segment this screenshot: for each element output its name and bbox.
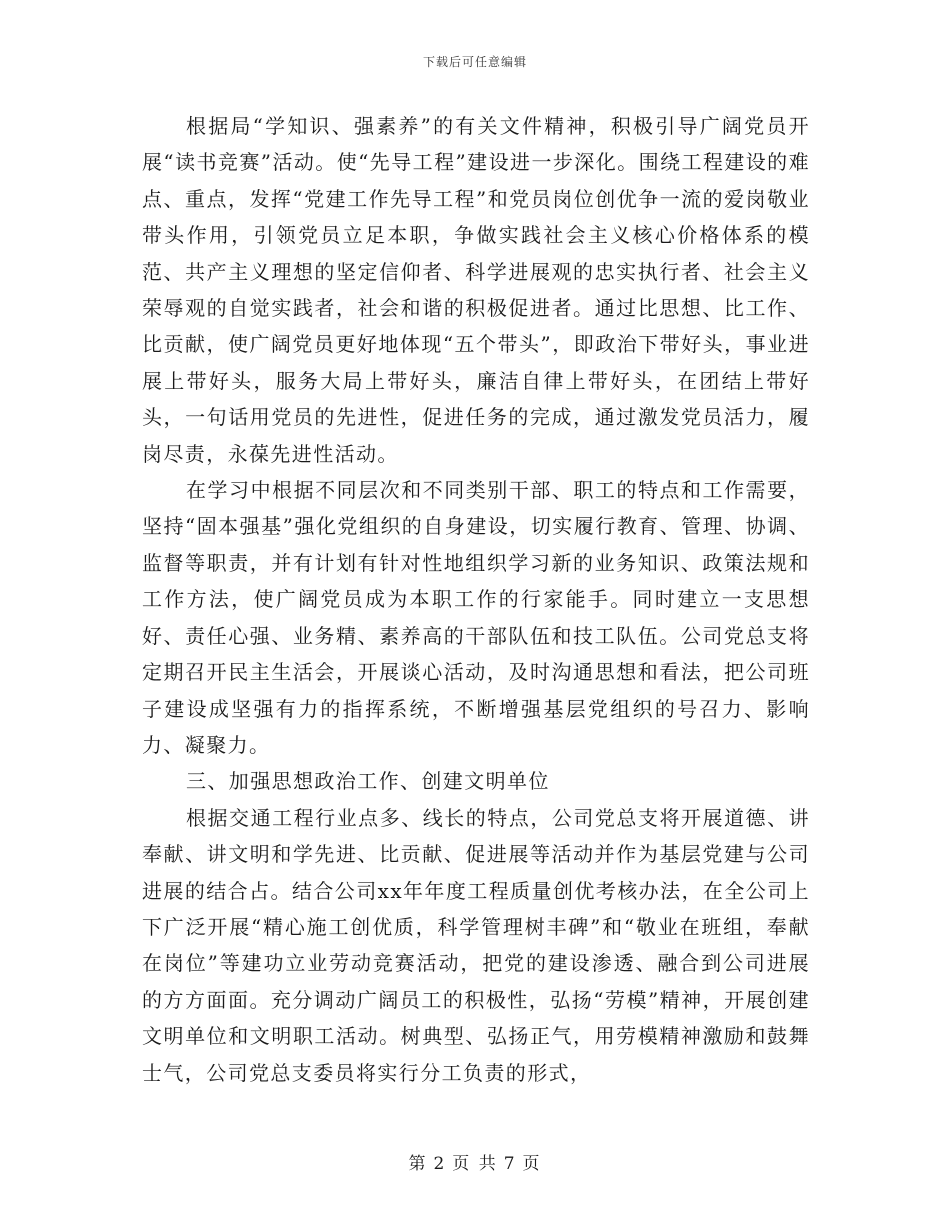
footer-prefix: 第 — [408, 1154, 428, 1174]
paragraph-3: 根据交通工程行业点多、线长的特点，公司党总支将开展道德、讲奉献、讲文明和学先进、比贡献、促进展等活动并作为基层党建与公司进展的结合占。结合公司xx年年度工程质量创优考核办法，在全公司上下广泛开展“精心施工创优质，科学管理树丰碑”和“敬业在班组，奉献在岗位”等建功立业劳动竞赛活动，把党的建设渗透、融合到公司进展的方方面面。充分调动广阔员工的积极性，弘扬“劳模”精神，开展创建文明单位和文明职工活动。树典型、弘扬正气，用劳模精神激励和鼓舞士气，公司党总支委员将实行分工负责的形式， — [142, 805, 810, 1085]
footer-middle: 页 共 — [452, 1154, 498, 1174]
header-note: 下载后可任意编辑 — [422, 55, 527, 69]
paragraph-2: 在学习中根据不同层次和不同类别干部、职工的特点和工作需要，坚持“固本强基”强化党组织的自身建设，切实履行教育、管理、协调、监督等职责，并有计划有针对性地组织学习新的业务知识、政策法规和工作方法，使广阔党员成为本职工作的行家能手。同时建立一支思想好、责任心强、业务精、素养高的干部队伍和技工队伍。公司党总支将定期召开民主生活会，开展谈心活动，及时沟通思想和看法，把公司班子建设成坚强有力的指挥系统，不断增强基层党组织的号召力、影响力、凝聚力。 — [142, 478, 810, 757]
document-body — [142, 108, 810, 1091]
page-number-footer — [0, 1149, 950, 1174]
footer-current-page: 2 — [433, 1154, 447, 1174]
footer-suffix: 页 — [522, 1154, 542, 1174]
section-heading: 三、加强思想政治工作、创建文明单位 — [186, 769, 550, 794]
paragraph-1: 根据局“学知识、强素养”的有关文件精神，积极引导广阔党员开展“读书竞赛”活动。使“先导工程”建设进一步深化。围绕工程建设的难点、重点，发挥“党建工作先导工程”和党员岗位创优争一流的爱岗敬业带头作用，引领党员立足本职，争做实践社会主义核心价格体系的模范、共产主义理想的坚定信仰者、科学进展观的忠实执行者、社会主义荣辱观的自觉实践者，社会和谐的积极促进者。通过比思想、比工作、比贡献，使广阔党员更好地体现“五个带头”，即政治下带好头，事业进展上带好头，服务大局上带好头，廉洁自律上带好头，在团结上带好头，一句话用党员的先进性，促进任务的完成，通过激发党员活力，履岗尽责，永葆先进性活动。 — [142, 114, 810, 466]
footer-total-pages: 7 — [503, 1154, 517, 1174]
